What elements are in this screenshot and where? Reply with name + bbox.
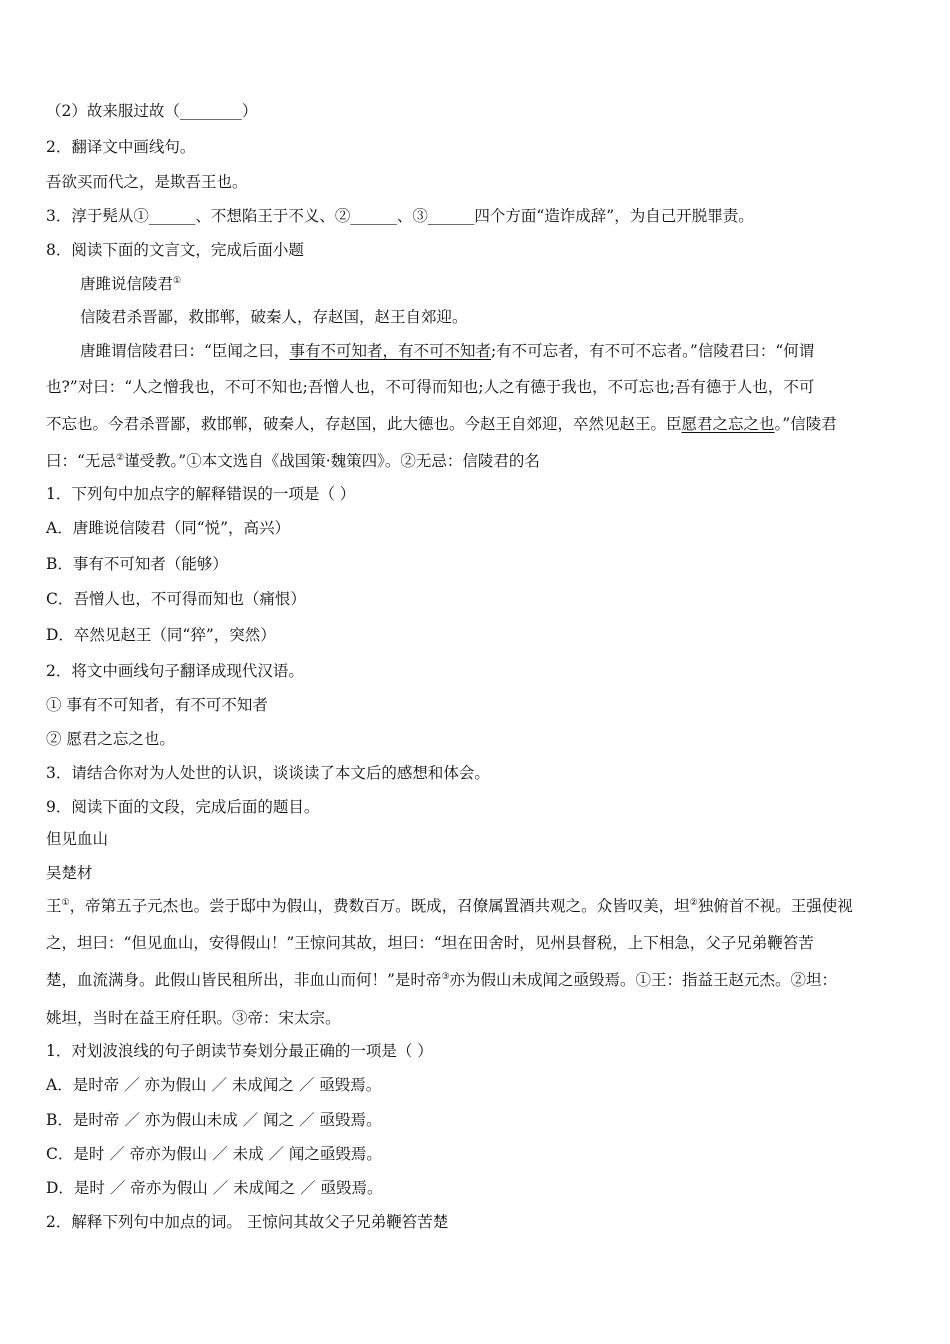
text-span: 谨受教。”①本文选自《战国策·魏策四》。②无忌：信陵君的名 (124, 452, 540, 470)
option-a: A．是时帝 ／ 亦为假山 ／ 未成闻之 ／ 亟毁焉。 (46, 1076, 382, 1094)
text-span: ，帝第五子元杰也。尝于邸中为假山，费数百万。既成，召僚属置酒共观之。众皆叹美，坦 (69, 897, 690, 915)
text-span: 不忘也。今君杀晋鄙，救邯郸，破秦人，存赵国，此大德也。今赵王自郊迎，卒然见赵王。臣 (46, 415, 682, 433)
text-line: 2．翻译文中画线句。 (46, 138, 196, 156)
text-span: 唐雎谓信陵君曰：“臣闻之曰， (80, 342, 290, 360)
footnote-mark: ① (173, 276, 182, 286)
section-heading: 9．阅读下面的文段，完成后面的题目。 (46, 798, 320, 816)
option-c: C．吾憎人也，不可得而知也（痛恨） (46, 590, 306, 608)
passage-title (80, 274, 181, 294)
passage-line (46, 451, 540, 471)
passage-line: 也?”对曰：“人之憎我也，不可不知也;吾憎人也，不可得而知也;人之有德于我也，不可忘也;吾有德于人也，不可 (46, 378, 815, 396)
passage-line: 姚坦，当时在益王府任职。③帝：宋太宗。 (46, 1009, 341, 1027)
text-line: （2）故来服过故（________） (46, 102, 258, 120)
text-span: 独俯首不视。王强使视 (697, 897, 853, 915)
question: 1．下列句中加点字的解释错误的一项是（ ） (46, 485, 356, 503)
text-span: 曰：“无忌 (46, 452, 116, 470)
underlined-sentence: 愿君之忘之也 (681, 415, 775, 433)
option-a: A．唐雎说信陵君（同“悦”，高兴） (46, 519, 291, 537)
sub-question: ② 愿君之忘之也。 (46, 730, 175, 748)
footnote-mark: ③ (441, 972, 450, 982)
text-span: ;有不可忘者，有不可不忘者。”信陵君曰：“何谓 (490, 342, 815, 360)
passage-author: 吴楚材 (46, 864, 93, 882)
text-span: 楚，血流满身。此假山皆民租所出，非血山而何！”是时帝 (46, 971, 442, 989)
question: 1．对划波浪线的句子朗读节奏划分最正确的一项是（ ） (46, 1042, 433, 1060)
option-d: D．卒然见赵王（同“猝”，突然） (46, 626, 276, 644)
question: 3．请结合你对为人处世的认识，谈谈读了本文后的感想和体会。 (46, 764, 490, 782)
question: 2．解释下列句中加点的词。 王惊问其故父子兄弟鞭笞苦楚 (46, 1213, 449, 1231)
text-line: 3．淳于髡从①______、不想陷王于不义、②______、③______四个方面“造诈成辞”，为自己开脱罪责。 (46, 207, 754, 225)
passage-line (46, 896, 853, 916)
question: 2．将文中画线句子翻译成现代汉语。 (46, 662, 304, 680)
text-span: 王 (46, 897, 62, 915)
text-line: 吾欲买而代之，是欺吾王也。 (46, 173, 248, 191)
footnote-mark: ① (61, 898, 70, 908)
sub-question: ① 事有不可知者，有不可不知者 (46, 696, 268, 714)
option-d: D．是时 ／ 帝亦为假山 ／ 未成闻之 ／ 亟毁焉。 (46, 1179, 383, 1197)
passage-title: 但见血山 (46, 830, 109, 848)
section-heading: 8．阅读下面的文言文，完成后面小题 (46, 241, 304, 259)
option-b: B．事有不可知者（能够） (46, 555, 228, 573)
passage-line: 之，坦曰：“但见血山，安得假山！”王惊问其故，坦曰：“坦在田舍时，见州县督税，上下相急，父子兄弟鞭笞苦 (46, 934, 814, 952)
passage-line (46, 970, 837, 990)
passage-line: 信陵君杀晋鄙，救邯郸，破秦人，存赵国，赵王自郊迎。 (80, 308, 468, 326)
passage-line (80, 341, 814, 361)
option-c: C．是时 ／ 帝亦为假山 ／ 未成 ／ 闻之亟毁焉。 (46, 1145, 382, 1163)
text-span: 。”信陵君 (774, 415, 837, 433)
passage-line (46, 414, 837, 434)
option-b: B．是时帝 ／ 亦为假山未成 ／ 闻之 ／ 亟毁焉。 (46, 1111, 382, 1129)
text-span: 亦为假山未成闻之亟毁焉。①王：指益王赵元杰。②坦： (449, 971, 838, 989)
footnote-mark: ② (689, 898, 698, 908)
passage-title-text: 唐雎说信陵君 (80, 275, 174, 293)
footnote-mark: ② (115, 453, 125, 463)
underlined-sentence: 事有不可知者，有不可不知者 (289, 342, 491, 360)
